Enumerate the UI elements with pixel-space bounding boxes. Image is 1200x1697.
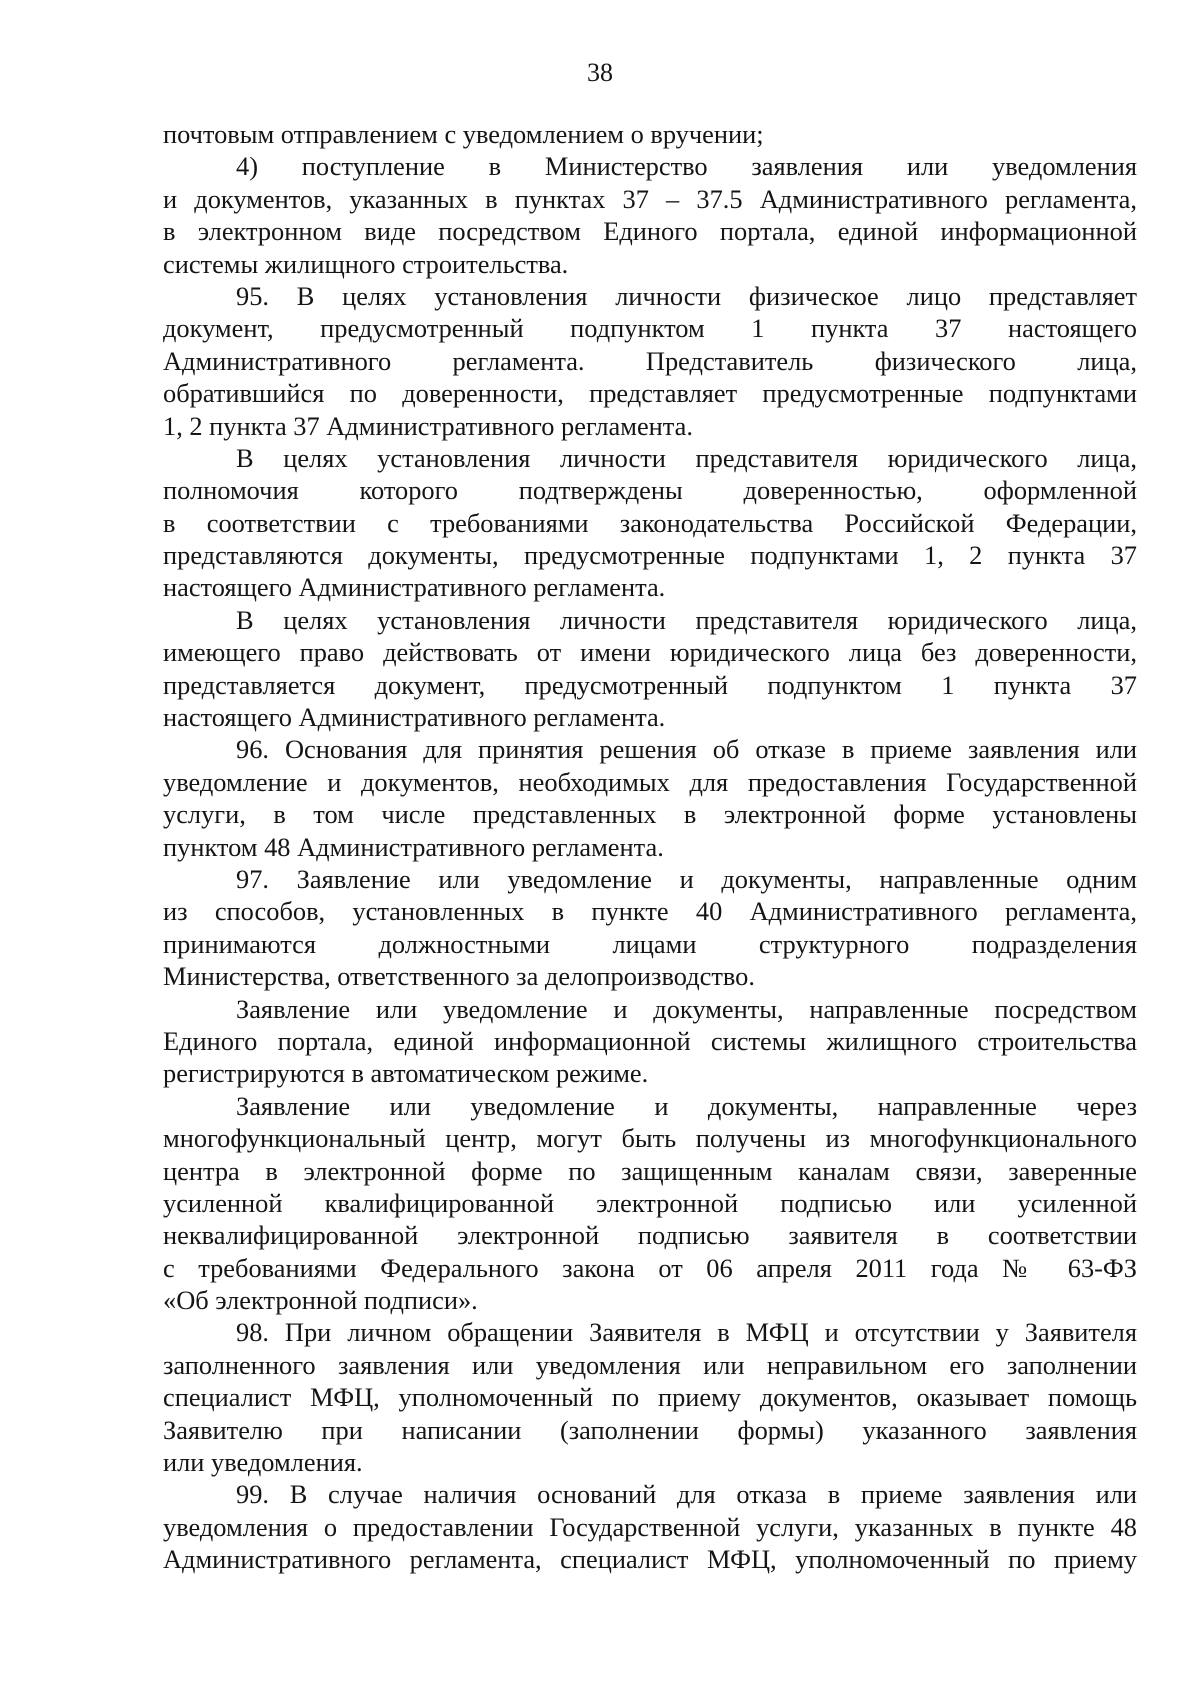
text-line: почтовым отправлением с уведомлением о вручении;	[163, 119, 764, 149]
text-line: системы жилищного строительства.	[163, 248, 569, 279]
page-number: 38	[587, 58, 613, 87]
text-line: имеющего право действовать от имени юридического лица без доверенности,	[163, 637, 1137, 668]
text-line: и документов, указанных в пунктах 37 – 37.5 Административного регламента,	[163, 183, 1137, 214]
text-line: Заявителю при написании (заполнении формы) указанного заявления	[163, 1414, 1137, 1445]
text-line: заполненного заявления или уведомления или неправильном его заполнении	[163, 1349, 1137, 1380]
document-body	[163, 118, 1137, 1576]
paragraph	[163, 280, 1137, 442]
paragraph	[163, 1090, 1137, 1317]
text-line: 97. Заявление или уведомление и документы, направленные одним	[236, 863, 1137, 894]
text-line: принимаются должностными лицами структурного подразделения	[163, 928, 1137, 959]
paragraph	[163, 863, 1137, 993]
paragraph	[163, 150, 1137, 280]
text-line: неквалифицированной электронной подписью заявителя в соответствии	[163, 1220, 1137, 1251]
text-line: многофункциональный центр, могут быть получены из многофункционального	[163, 1123, 1137, 1154]
paragraph	[163, 993, 1137, 1090]
paragraph	[163, 604, 1137, 734]
text-line: регистрируются в автоматическом режиме.	[163, 1058, 649, 1089]
text-line: в электронном виде посредством Единого портала, единой информационной	[163, 216, 1137, 247]
text-line: уведомление и документов, необходимых для предоставления Государственной	[163, 766, 1137, 797]
text-line: 98. При личном обращении Заявителя в МФЦ и отсутствии у Заявителя	[236, 1317, 1137, 1348]
text-line: полномочия которого подтверждены доверенностью, оформленной	[163, 475, 1137, 506]
text-line: В целях установления личности представителя юридического лица,	[236, 604, 1137, 635]
text-line: 96. Основания для принятия решения об отказе в приеме заявления или	[236, 734, 1137, 765]
text-line: Административного регламента, специалист МФЦ, уполномоченный по приему	[163, 1544, 1137, 1575]
text-line: Единого портала, единой информационной системы жилищного строительства	[163, 1025, 1137, 1056]
text-line: представляются документы, предусмотренные подпунктами 1, 2 пункта 37	[163, 540, 1137, 571]
text-line: пунктом 48 Административного регламента.	[163, 831, 664, 862]
text-line: усиленной квалифицированной электронной подписью или усиленной	[163, 1187, 1137, 1218]
paragraph	[163, 1316, 1137, 1478]
text-line: 99. В случае наличия оснований для отказа в приеме заявления или	[236, 1479, 1137, 1510]
text-line: представляется документ, предусмотренный подпунктом 1 пункта 37	[163, 669, 1137, 700]
paragraph	[163, 733, 1137, 863]
text-line: настоящего Административного регламента.	[163, 702, 666, 733]
text-line: специалист МФЦ, уполномоченный по приему документов, оказывает помощь	[163, 1382, 1137, 1413]
text-line: с требованиями Федерального закона от 06 апреля 2011 года № 63-ФЗ	[163, 1252, 1137, 1283]
text-line: из способов, установленных в пункте 40 Административного регламента,	[163, 896, 1137, 927]
text-line: 1, 2 пункта 37 Административного регламента.	[163, 410, 693, 441]
text-line: настоящего Административного регламента.	[163, 572, 666, 603]
text-line: в соответствии с требованиями законодательства Российской Федерации,	[163, 507, 1137, 538]
text-line: уведомления о предоставлении Государственной услуги, указанных в пункте 48	[163, 1511, 1137, 1542]
text-line: 95. В целях установления личности физическое лицо представляет	[236, 280, 1137, 311]
text-line: или уведомления.	[163, 1447, 363, 1478]
text-line: услуги, в том числе представленных в электронной форме установлены	[163, 799, 1137, 830]
text-line: В целях установления личности представителя юридического лица,	[236, 442, 1137, 473]
paragraph	[163, 1478, 1137, 1575]
paragraph	[163, 442, 1137, 604]
text-line: центра в электронной форме по защищенным каналам связи, заверенные	[163, 1155, 1137, 1186]
text-line: Заявление или уведомление и документы, направленные посредством	[236, 993, 1137, 1024]
text-line: 4) поступление в Министерство заявления или уведомления	[236, 151, 1137, 182]
text-line: обратившийся по доверенности, представляет предусмотренные подпунктами	[163, 378, 1137, 409]
text-line: «Об электронной подписи».	[163, 1285, 478, 1316]
text-line: Административного регламента. Представитель физического лица,	[163, 345, 1137, 376]
text-line: документ, предусмотренный подпунктом 1 пункта 37 настоящего	[163, 313, 1137, 344]
paragraph	[163, 118, 1137, 150]
text-line: Министерства, ответственного за делопроизводство.	[163, 961, 755, 992]
text-line: Заявление или уведомление и документы, направленные через	[236, 1090, 1137, 1121]
